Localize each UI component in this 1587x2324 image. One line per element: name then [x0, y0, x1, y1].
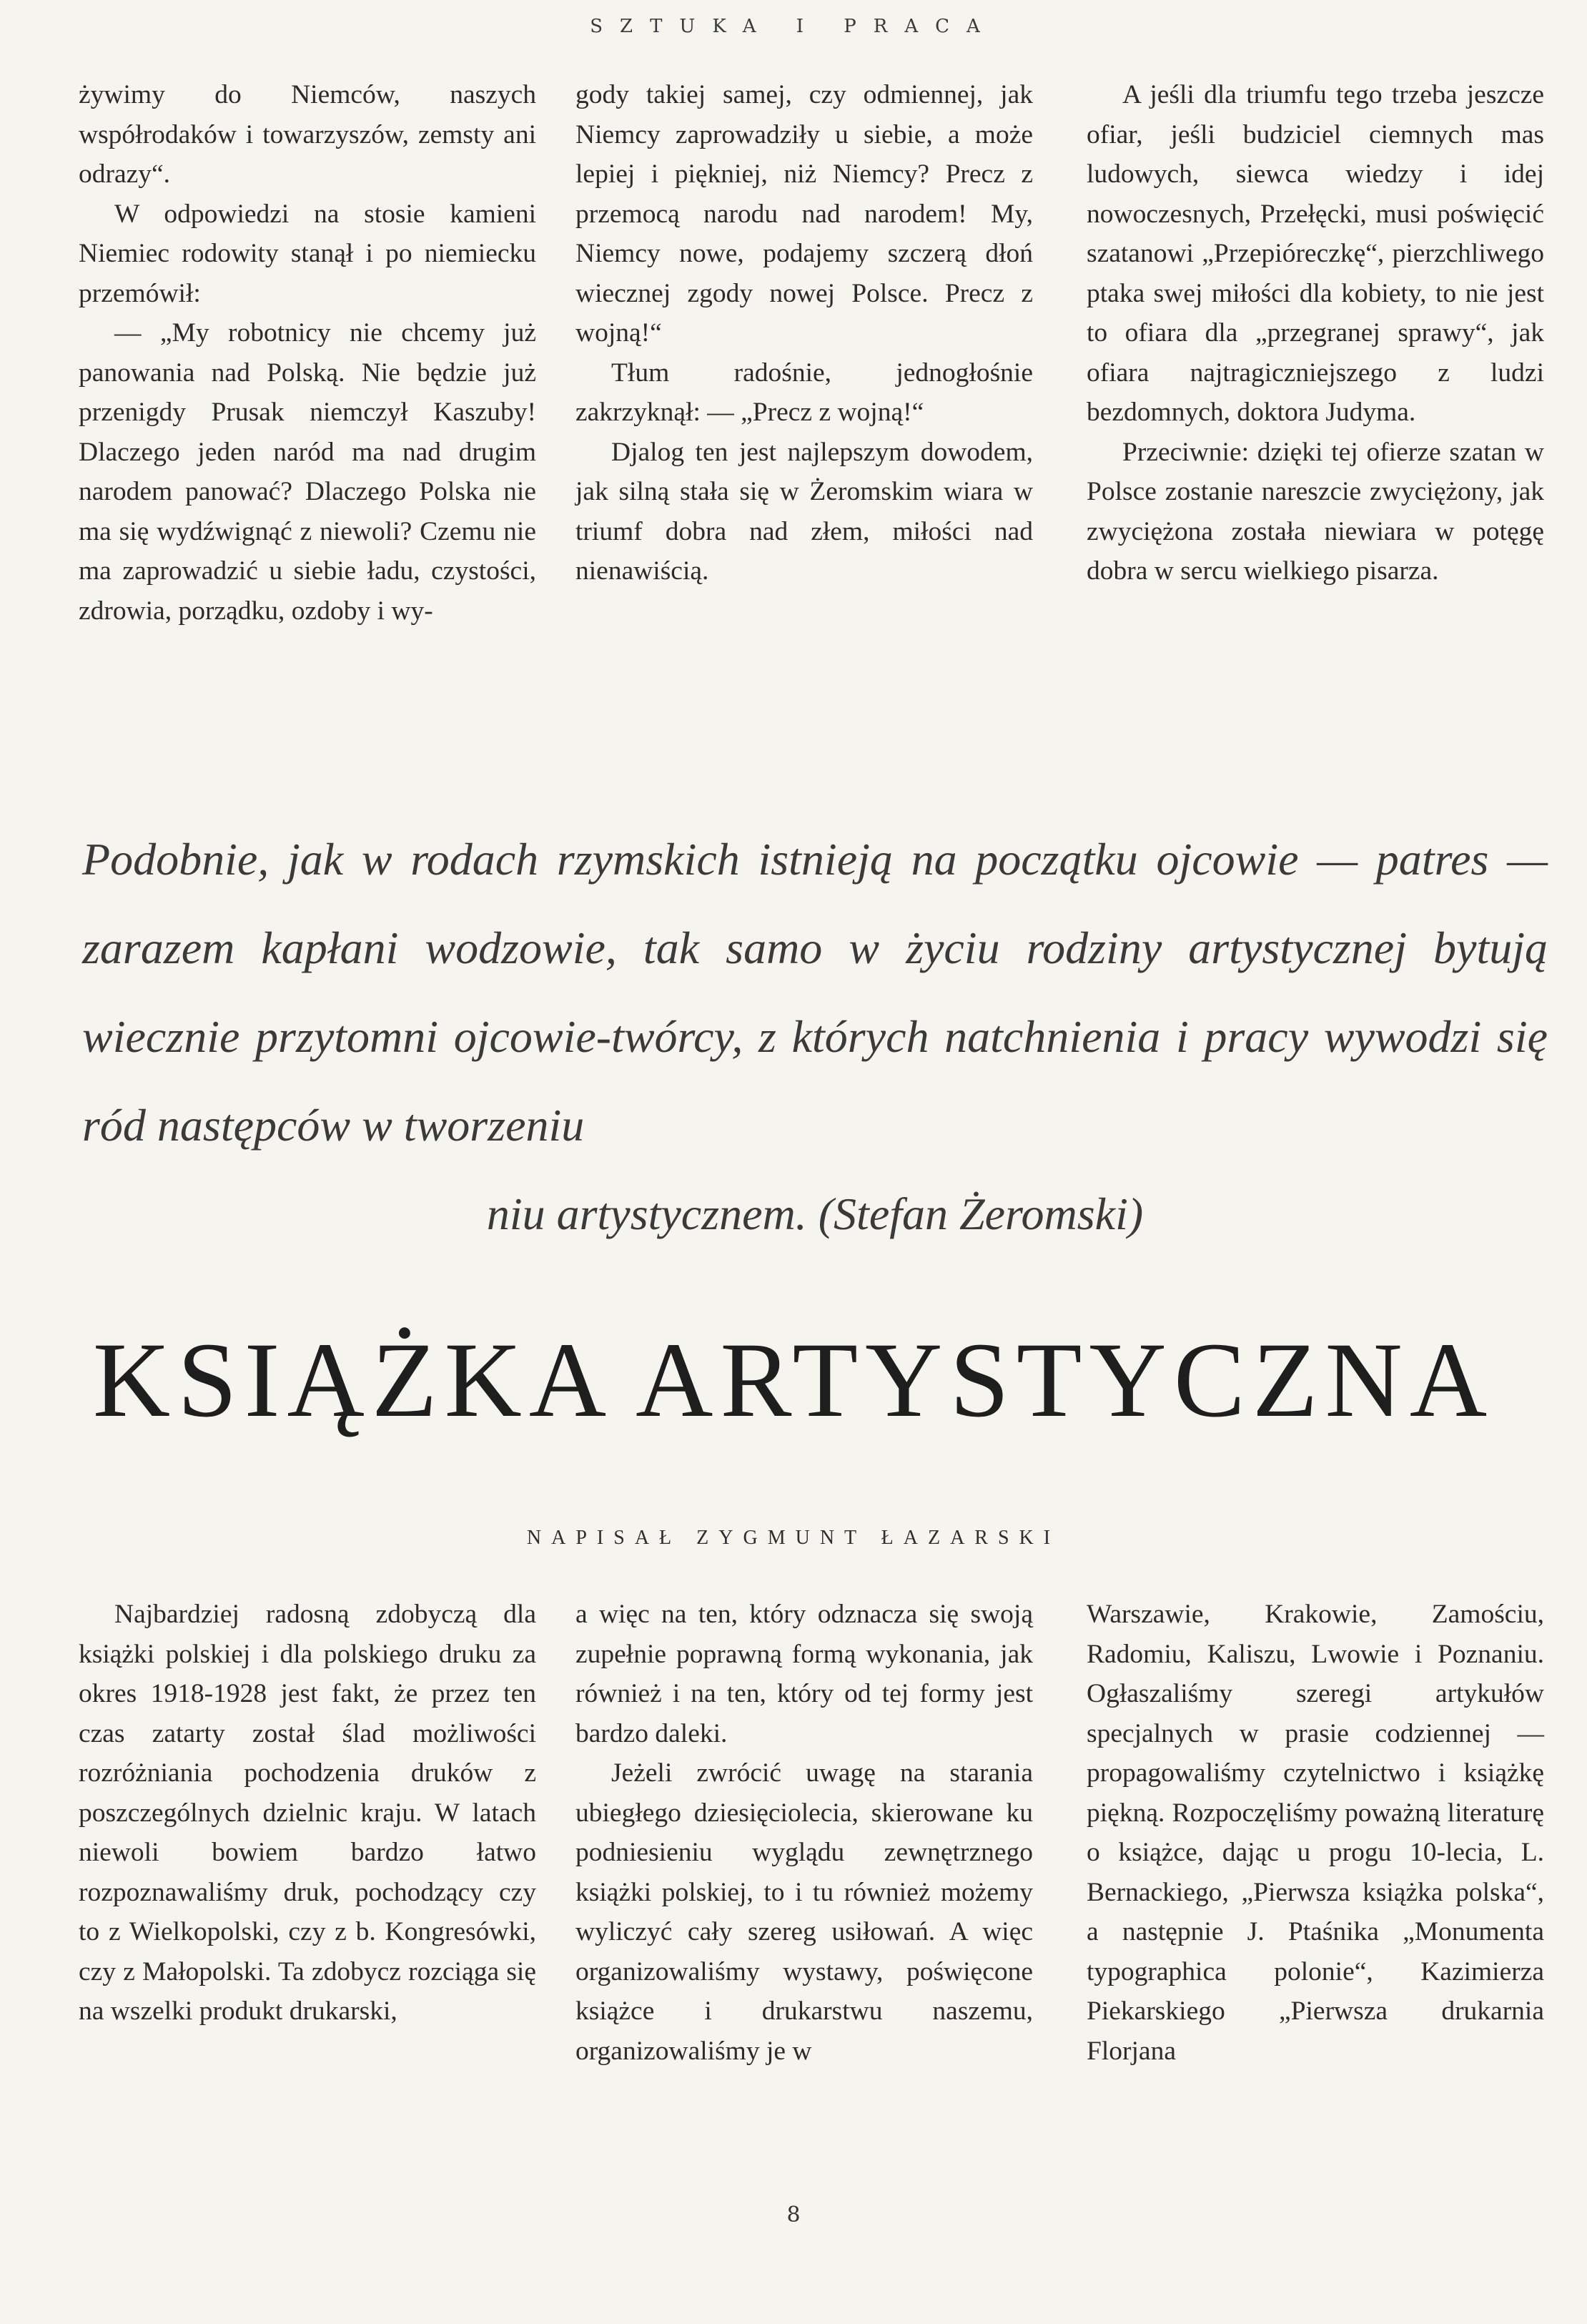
paragraph: żywimy do Niemców, naszych współrodaków i towarzyszów, zemsty ani odrazy“. [79, 80, 536, 189]
bottom-column-3 [1087, 1595, 1544, 2071]
top-column-1 [79, 75, 536, 631]
paragraph: Przeciwnie: dzięki tej ofierze szatan w Polsce zostanie nareszcie zwyciężony, jak zwyciężona została niewiara w potęgę dobra w sercu wielkiego pisarza. [1087, 437, 1544, 586]
article-byline: NAPISAŁ ZYGMUNT ŁAZARSKI [526, 1527, 1061, 1549]
paragraph: Tłum radośnie, jednogłośnie zakrzyknął: — „Precz z wojną!“ [575, 358, 1033, 427]
paragraph: gody takiej samej, czy odmiennej, jak Niemcy zaprowadziły u siebie, a może lepiej i piękniej, niż Niemcy? Precz z przemocą narodu nad narodem! My, Niemcy nowe, podajemy szczerą dłoń wiecznej zgody nowej Polsce. Precz z wojną!“ [575, 80, 1033, 348]
bottom-column-1 [79, 1595, 536, 2032]
paragraph: Najbardziej radosną zdobyczą dla książki polskiej i dla polskiego druku za okres 1918-1928 jest fakt, że przez ten czas zatarty został ślad możliwości rozróżniania pochodzenia druków z poszczególnych dzielnic kraju. W latach niewoli bowiem bardzo łatwo rozpoznawaliśmy druk, pochodzący czy to z Wielkopolski, czy z b. Kongresówki, czy z Małopolski. Ta zdobycz rozciąga się na wszelki produkt drukarski, [79, 1600, 536, 2026]
paragraph: W odpowiedzi na stosie kamieni Niemiec rodowity stanął i po niemiecku przemówił: [79, 199, 536, 308]
top-column-2 [575, 75, 1033, 591]
paragraph: Jeżeli zwrócić uwagę na starania ubiegłego dziesięciolecia, skierowane ku podniesieniu wyglądu zewnętrznego książki polskiej, to i tu również możemy wyliczyć cały szereg usiłowań. A więc organizowaliśmy wystawy, poświęcone książce i drukarstwu naszemu, organizowaliśmy je w [575, 1758, 1033, 2066]
paragraph: Djalog ten jest najlepszym dowodem, jak silną stała się w Żeromskim wiara w triumf dobra nad złem, miłości nad nienawiścią. [575, 437, 1033, 586]
paragraph: a więc na ten, który odznacza się swoją zupełnie poprawną formą wykonania, jak również i na ten, który od tej formy jest bardzo daleki. [575, 1600, 1033, 1748]
bottom-column-2 [575, 1595, 1033, 2071]
paragraph: A jeśli dla triumfu tego trzeba jeszcze ofiar, jeśli budziciel ciemnych mas ludowych, siewca wiedzy i idej nowoczesnych, Przełęcki, musi poświęcić szatanowi „Przepióreczkę“, pierzchliwego ptaka swej miłości dla kobiety, to nie jest to ofiara dla „przegranej sprawy“, jak ofiara najtragiczniejszego z ludzi bezdomnych, doktora Judyma. [1087, 80, 1544, 427]
pull-quote [82, 815, 1548, 1259]
paragraph: Warszawie, Krakowie, Zamościu, Radomiu, Kaliszu, Lwowie i Poznaniu. Ogłaszaliśmy szeregi artykułów specjalnych w prasie codziennej — propagowaliśmy czytelnictwo i książkę piękną. Rozpoczęliśmy poważną literaturę o książce, dając u progu 10-lecia, L. Bernackiego, „Pierwsza książka polska“, a następnie J. Ptaśnika „Monumenta typographica polonie“, Kazimierza Piekarskiego „Pierwsza drukarnia Florjana [1087, 1600, 1544, 2066]
quote-text: Podobnie, jak w rodach rzymskich istnieją na początku ojcowie — patres — zarazem kapłani wodzowie, tak samo w życiu rodziny artystycznej bytują wiecznie przytomni ojcowie-twórcy, z których natchnienia i pracy wywodzi się ród następców w tworzeniu [82, 834, 1548, 1151]
top-column-3 [1087, 75, 1544, 591]
page-number: 8 [786, 2202, 801, 2227]
paragraph: — „My robotnicy nie chcemy już panowania nad Polską. Nie będzie już przenigdy Prusak niemczył Kaszuby! Dlaczego jeden naród ma nad drugim narodem panować? Dlaczego Polska nie ma się wydźwignąć z niewoli? Czemu nie ma zaprowadzić u siebie ładu, czystości, zdrowia, porządku, ozdoby i wy- [79, 318, 536, 626]
article-title: KSIĄŻKA ARTYSTYCZNA [92, 1321, 1495, 1439]
quote-attribution: niu artystycznem. (Stefan Żeromski) [486, 1188, 1144, 1239]
running-head: SZTUKA I PRACA [590, 16, 997, 37]
